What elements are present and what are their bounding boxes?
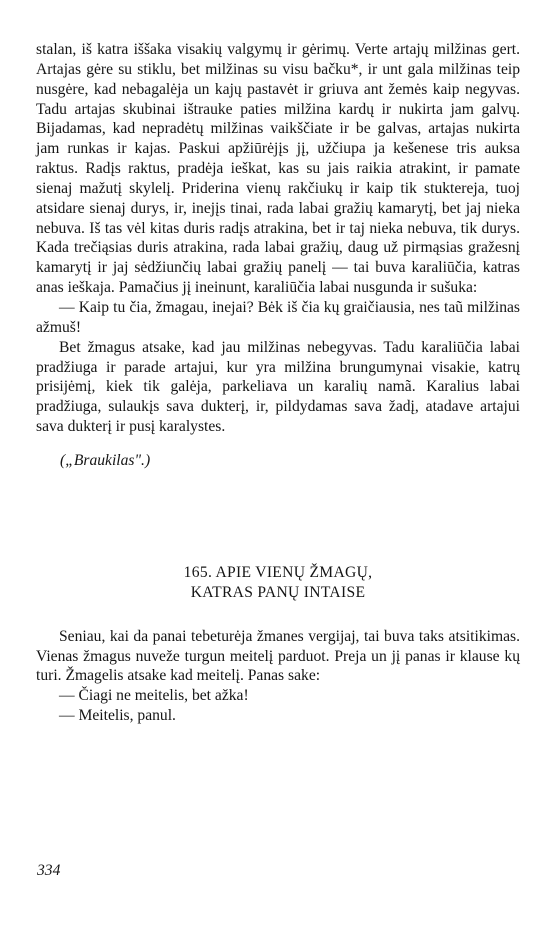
book-page	[36, 40, 520, 726]
dialogue-line: — Meitelis, panul.	[59, 707, 176, 725]
story-paragraph: Bet žmagus atsake, kad jau milžinas nebegyvas. Tadu karaliūčia labai pradžiuga ir parade artajui, kur yra milžina brungumynai visakie, katrų prisijėmį, kiek tik galėja, parkeliava un karalių namã. Karalius labai pradžiuga, sulaukįs sava dukterį, ir, pildydamas sava žadį, atadave artajui sava dukterį ir pusį karalystes.	[36, 338, 520, 436]
story-paragraph: stalan, iš katra iššaka visakių valgymų ir gėrimų. Verte artajų milžinas gert. Artajas gėre su stiklu, bet milžinas su visu bačku*, ir unt gala milžinas teip nusgėre, kad nebagalėja un kajų pastavėt ir griuva ant žemės kaip negyvas. Tadu artajas skubinai ištrauke paties milžina kardų ir nukirta jam galvų. Bijadamas, kad nepradėtų milžinas vaikščiate ir be galvas, artajas nukirta jam runkas ir kajas. Paskui apžiūrėjįs jį, užčiupa ja kešenese tris auksa raktus. Radįs raktus, pradėja ieškat, kas su jais raikia atrakint, ir pamate sienaj mažutį skylelį. Priderina vienų rakčiukų ir kaip tik stuktereja, tuoj atsidare sienaj durys, ir, inejįs tinai, rada labai gražių kamarytį, bet jaj nieka nebuva. Iš tas vėl kitas duris radįs atrakina, bet ir taj nieka nebuva, tik durys. Kada trečiąsias duris atrakina, rada labai gražių, daug už pirmąsias gražesnį kamarytį ir jaj sėdžiunčių labai gražių panelį — tai buva karaliūčia, katras anas ieškaja. Pamačius jį ineinunt, karaliūčia labai nusgunda ir sušuka:	[36, 41, 520, 297]
dialogue-line: — Čiagi ne meitelis, bet ažka!	[59, 687, 249, 705]
story-title-line: 165. APIE VIENŲ ŽMAGŲ,	[183, 563, 373, 581]
page-number: 334	[37, 862, 61, 879]
story-paragraph: Seniau, kai da panai tebeturėja žmanes vergijaj, tai buva taks atsitikimas. Vienas žmagus nuveže turgun meitelį parduot. Preja un jį panas ir klause kų turi. Žmagelis atsake kad meitelį. Panas sake:	[36, 627, 520, 685]
dialogue-line: — Kaip tu čia, žmagau, inejai? Bėk iš čia kų graičiausia, nes taũ milžinas ažmuš!	[36, 298, 520, 336]
story-title	[36, 563, 520, 603]
story-source: („Braukilas".)	[60, 451, 151, 469]
story-title-line: KATRAS PANŲ INTAISE	[190, 583, 366, 601]
